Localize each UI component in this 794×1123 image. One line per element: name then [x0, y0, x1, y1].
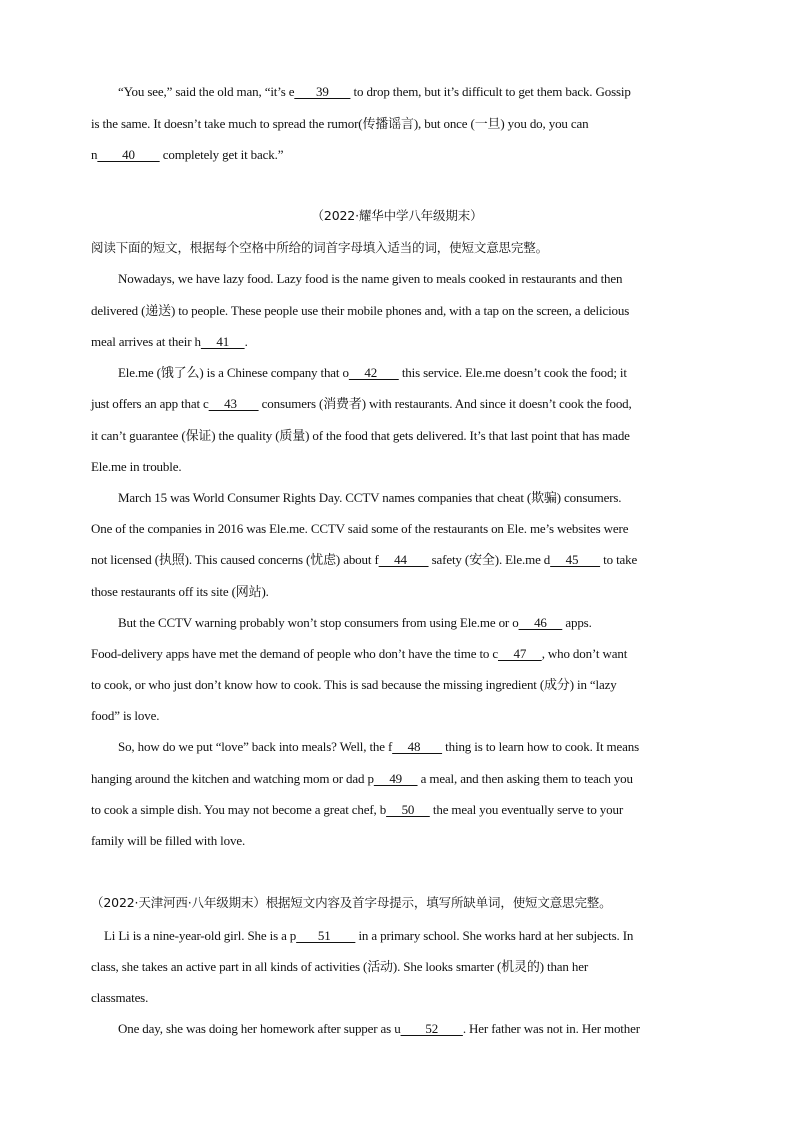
- text-line: “You see,” said the old man, “it’s e 39 to drop them, but it’s difficult to get them back. Gossip: [118, 84, 631, 99]
- text-line: not licensed (执照). This caused concerns (忧虑) about f 44 safety (安全). Ele.me d 45 to take: [91, 552, 638, 567]
- text-line: class, she takes an active part in all kinds of activities (活动). She looks smarter (机灵的) than her: [91, 959, 589, 974]
- text-line: family will be filled with love.: [91, 833, 246, 848]
- text-line: So, how do we put “love” back into meals? Well, the f 48 thing is to learn how to cook. It means: [118, 739, 639, 754]
- answer-blank: 51: [296, 928, 356, 943]
- text-line: Food-delivery apps have met the demand of people who don’t have the time to c 47 , who don’t want: [91, 646, 628, 661]
- text-line: food” is love.: [91, 708, 160, 723]
- answer-blank: 46: [518, 615, 563, 630]
- answer-blank: 50: [386, 802, 430, 817]
- text-line: is the same. It doesn’t take much to spread the rumor(传播谣言), but once (一旦) you do, you can: [91, 116, 589, 131]
- text-line: Ele.me (饿了么) is a Chinese company that o 42 this service. Ele.me doesn’t cook the food; it: [118, 365, 627, 380]
- text-line: to cook, or who just don’t know how to cook. This is sad because the missing ingredient (成分) in “lazy: [91, 677, 617, 692]
- answer-blank: 41: [200, 334, 245, 349]
- text-line: One of the companies in 2016 was Ele.me. CCTV said some of the restaurants on Ele. me’s websites were: [91, 521, 629, 536]
- answer-blank: 49: [373, 771, 418, 786]
- text-line: Li Li is a nine-year-old girl. She is a p 51 in a primary school. She works hard at her subjects. In: [104, 928, 634, 943]
- answer-blank: 40: [97, 147, 160, 162]
- answer-blank: 44: [378, 552, 429, 567]
- section-source: （2022·耀华中学八年级期末）: [311, 208, 483, 223]
- section-instruction: 阅读下面的短文，根据每个空格中所给的词首字母填入适当的词，使短文意思完整。: [91, 240, 548, 255]
- text-line: it can’t guarantee (保证) the quality (质量) of the food that gets delivered. It’s that last point that has made: [91, 428, 630, 443]
- text-line: Nowadays, we have lazy food. Lazy food is the name given to meals cooked in restaurants and then: [118, 271, 623, 286]
- text-line: just offers an app that c 43 consumers (消费者) with restaurants. And since it doesn’t cook the food,: [91, 396, 632, 411]
- text-line: March 15 was World Consumer Rights Day. CCTV names companies that cheat (欺骗) consumers.: [118, 490, 622, 505]
- text-line: delivered (递送) to people. These people use their mobile phones and, with a tap on the screen, a delicious: [91, 303, 630, 318]
- answer-blank: 47: [497, 646, 542, 661]
- text-line: But the CCTV warning probably won’t stop consumers from using Ele.me or o 46 apps.: [118, 615, 592, 630]
- answer-blank: 52: [400, 1021, 463, 1036]
- text-line: n 40 completely get it back.”: [91, 147, 284, 162]
- answer-blank: 39: [294, 84, 351, 99]
- text-line: Ele.me in trouble.: [91, 459, 182, 474]
- answer-blank: 48: [392, 739, 443, 754]
- section-source-instruction: （2022·天津河西·八年级期末）根据短文内容及首字母提示，填写所缺单词，使短文意思完整。: [91, 895, 612, 910]
- text-line: One day, she was doing her homework after supper as u 52 . Her father was not in. Her mother: [118, 1021, 640, 1036]
- text-line: to cook a simple dish. You may not become a great chef, b 50 the meal you eventually serve to your: [91, 802, 623, 817]
- text-line: those restaurants off its site (网站).: [91, 584, 269, 599]
- text-line: meal arrives at their h 41 .: [91, 334, 248, 349]
- answer-blank: 43: [208, 396, 259, 411]
- text-line: hanging around the kitchen and watching mom or dad p 49 a meal, and then asking them to teach you: [91, 771, 633, 786]
- answer-blank: 42: [348, 365, 399, 380]
- text-line: classmates.: [91, 990, 149, 1005]
- answer-blank: 45: [550, 552, 601, 567]
